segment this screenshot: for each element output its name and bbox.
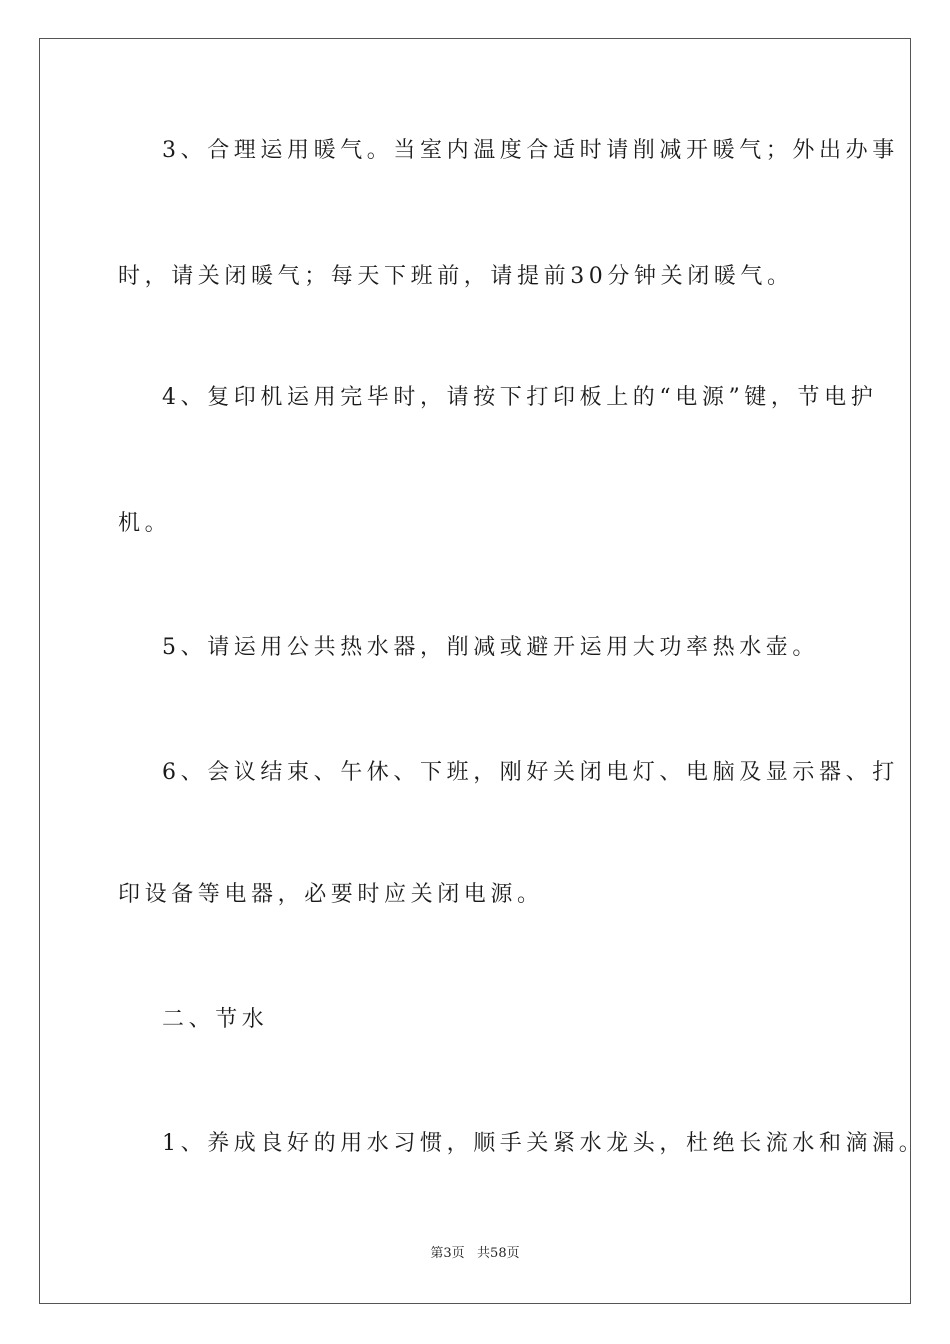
paragraph-3-line-2: 时，请关闭暖气；每天下班前，请提前30分钟关闭暖气。 [118,264,794,289]
paragraph-3-line-1: 3、合理运用暖气。当室内温度合适时请削减开暖气；外出办事 [162,138,899,163]
water-item-1: 1、养成良好的用水习惯，顺手关紧水龙头，杜绝长流水和滴漏。 [162,1131,926,1156]
page-footer: 第3页 共58页 [430,1246,520,1261]
paragraph-6-line-1: 6、会议结束、午休、下班，刚好关闭电灯、电脑及显示器、打 [162,760,899,785]
paragraph-4-line-2: 机。 [118,511,172,536]
paragraph-6-line-2: 印设备等电器，必要时应关闭电源。 [118,882,544,907]
paragraph-4-line-1: 4、复印机运用完毕时，请按下打印板上的“电源”键，节电护 [162,385,878,410]
page-frame [39,38,911,1304]
paragraph-5: 5、请运用公共热水器，削减或避开运用大功率热水壶。 [162,635,819,660]
section-heading-water-saving: 二、节水 [162,1007,269,1032]
